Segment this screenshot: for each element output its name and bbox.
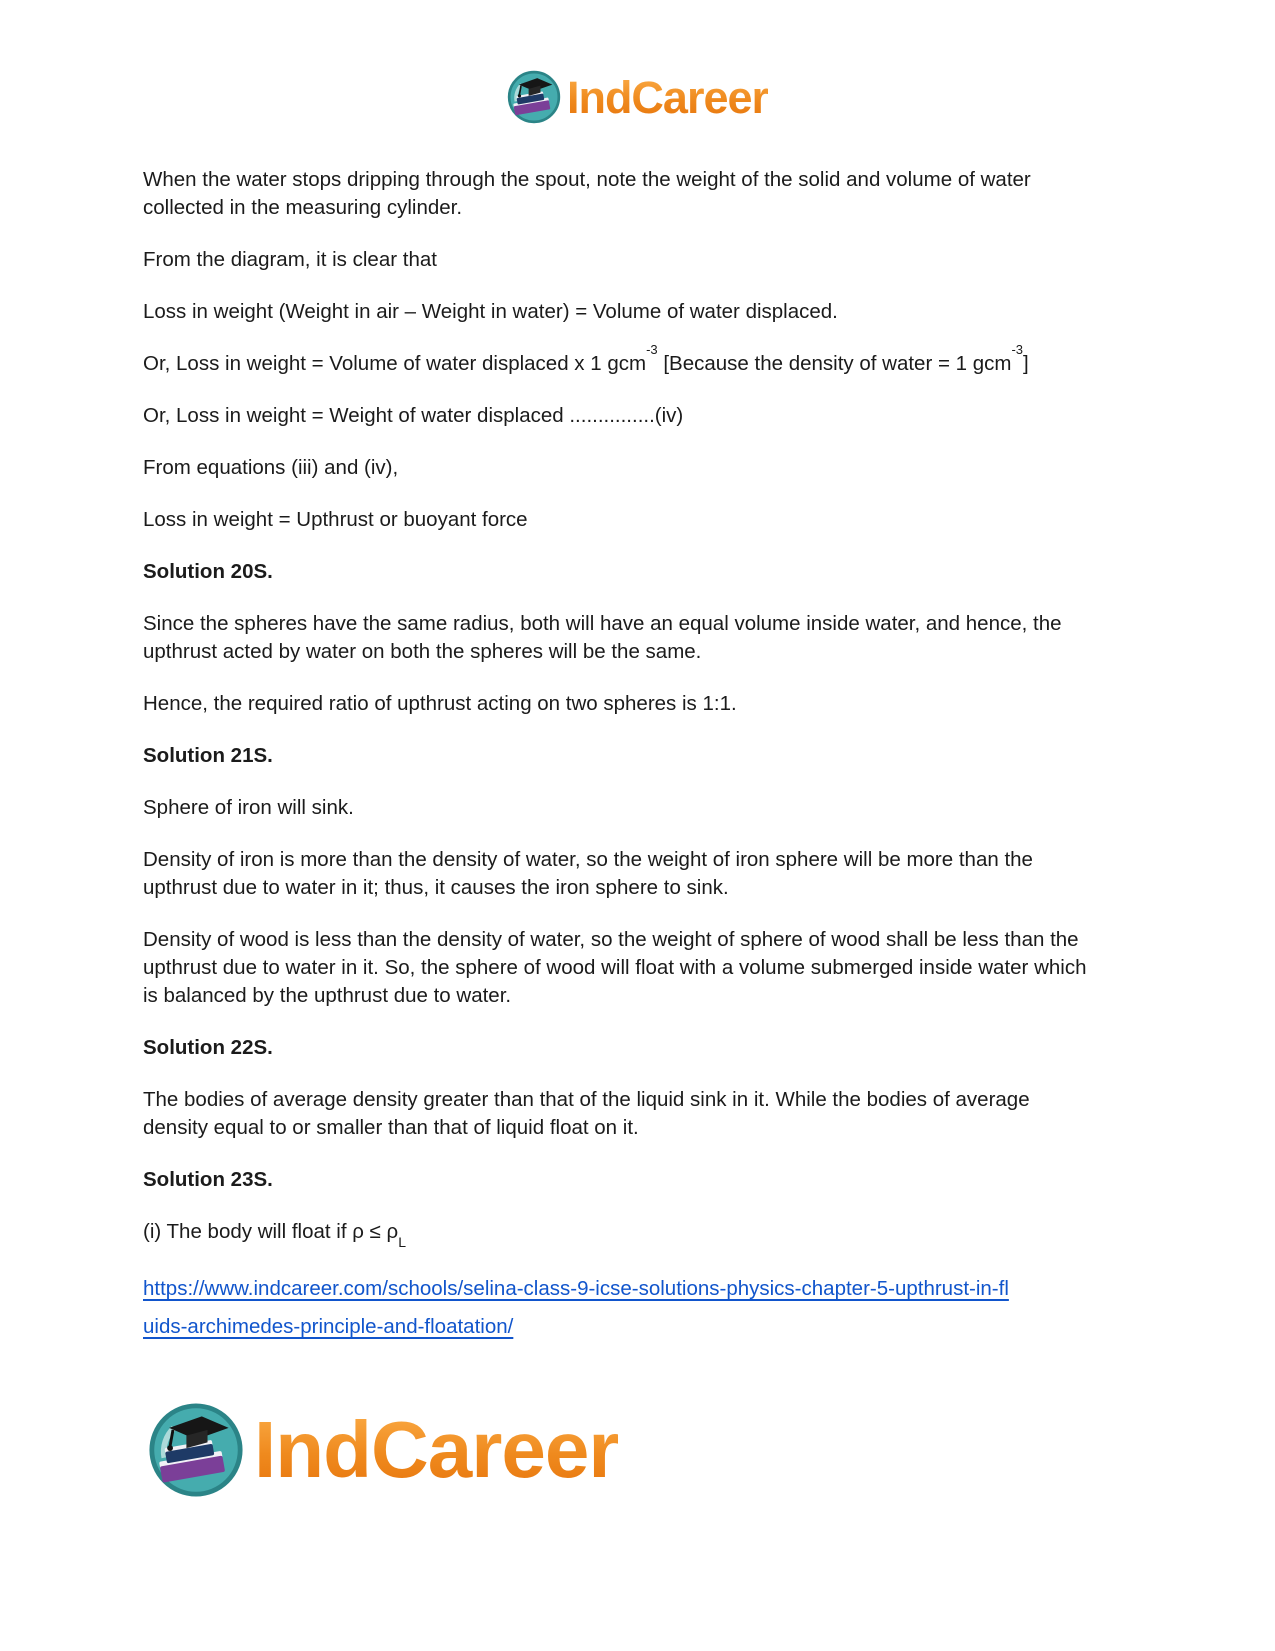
paragraph: Since the spheres have the same radius, both will have an equal volume inside water, and hence, the upthrust acted by water on both the spheres will be the same. bbox=[143, 612, 1062, 663]
paragraph-with-subscript: (i) The body will float if $\rho \le \rho_L$ bbox=[143, 1220, 407, 1251]
solution-heading-20s: Solution 20S. bbox=[143, 560, 273, 583]
brand-name: IndCareer bbox=[254, 1405, 619, 1494]
article-url-line-2[interactable]: uids-archimedes-principle-and-floatation/ bbox=[143, 1315, 514, 1338]
solution-heading-23s: Solution 23S. bbox=[143, 1168, 273, 1191]
paragraph: From the diagram, it is clear that bbox=[143, 248, 437, 271]
solution-heading-21s: Solution 21S. bbox=[143, 744, 273, 767]
graduation-cap-books-icon bbox=[148, 1402, 244, 1498]
subscript: L bbox=[398, 1234, 407, 1251]
indcareer-logo-bottom bbox=[148, 1402, 1275, 1498]
document-body bbox=[143, 166, 1095, 1346]
paragraph: Loss in weight (Weight in air – Weight in water) = Volume of water displaced. bbox=[143, 300, 838, 323]
brand-name: IndCareer bbox=[566, 71, 769, 123]
paragraph: When the water stops dripping through the spout, note the weight of the solid and volume of water collected in the measuring cylinder. bbox=[143, 168, 1031, 219]
superscript: -3 bbox=[1011, 342, 1024, 358]
paragraph: From equations (iii) and (iv), bbox=[143, 456, 399, 479]
paragraph: Density of wood is less than the density of water, so the weight of sphere of wood shall be less than the upthrust due to water in it. So, the sphere of wood will float with a volume submerged inside water which is balanced by the upthrust due to water. bbox=[143, 928, 1087, 1007]
paragraph: Sphere of iron will sink. bbox=[143, 796, 354, 819]
article-url-line-1[interactable]: https://www.indcareer.com/schools/selina-class-9-icse-solutions-physics-chapter-5-upthrust-in-fl bbox=[143, 1277, 1009, 1300]
graduation-cap-books-icon bbox=[507, 70, 561, 124]
paragraph-with-superscript: Or, Loss in weight = Volume of water displaced x 1 gcm$^{-3}$ [Because the density of water = 1 gcm$^{-3}$] bbox=[143, 342, 1029, 375]
superscript: -3 bbox=[646, 342, 658, 358]
paragraph: Hence, the required ratio of upthrust acting on two spheres is 1:1. bbox=[143, 692, 737, 715]
solution-heading-22s: Solution 22S. bbox=[143, 1036, 273, 1059]
paragraph: The bodies of average density greater than that of the liquid sink in it. While the bodies of average density equal to or smaller than that of liquid float on it. bbox=[143, 1088, 1030, 1139]
paragraph: Loss in weight = Upthrust or buoyant force bbox=[143, 508, 528, 531]
indcareer-logo-top bbox=[507, 70, 768, 124]
paragraph: Density of iron is more than the density of water, so the weight of iron sphere will be more than the upthrust due to water in it; thus, it causes the iron sphere to sink. bbox=[143, 848, 1033, 899]
article-url-link[interactable] bbox=[143, 1270, 1095, 1346]
paragraph: Or, Loss in weight = Weight of water displaced ...............(iv) bbox=[143, 404, 684, 427]
